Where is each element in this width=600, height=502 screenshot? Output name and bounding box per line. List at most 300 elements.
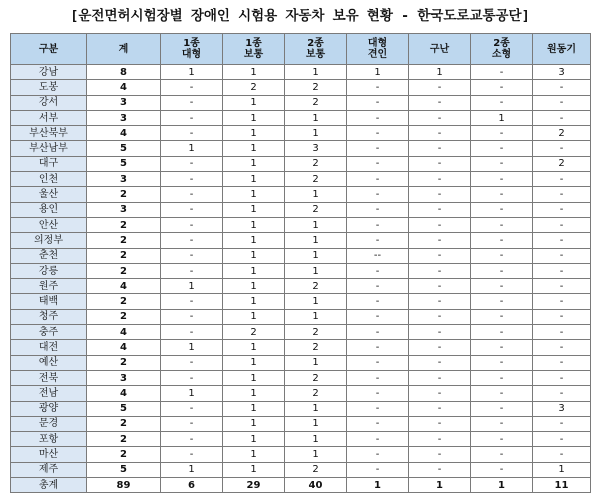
count-cell: - <box>409 279 471 294</box>
count-cell: 1 <box>285 217 347 232</box>
count-cell: - <box>161 217 223 232</box>
count-cell: - <box>161 263 223 278</box>
count-cell: 1 <box>223 187 285 202</box>
total-count-cell: 2 <box>87 432 161 447</box>
region-cell: 청주 <box>11 309 87 324</box>
count-cell: - <box>471 325 533 340</box>
count-cell: 1 <box>223 309 285 324</box>
table-row <box>11 294 591 309</box>
count-cell: 1 <box>285 309 347 324</box>
count-cell: - <box>161 156 223 171</box>
region-cell: 도봉 <box>11 80 87 95</box>
count-cell: - <box>471 263 533 278</box>
total-count-cell: 4 <box>87 279 161 294</box>
count-cell: - <box>471 187 533 202</box>
count-cell: 1 <box>223 432 285 447</box>
count-cell: 1 <box>223 416 285 431</box>
region-cell: 춘천 <box>11 248 87 263</box>
region-cell: 충주 <box>11 325 87 340</box>
count-cell: 1 <box>471 110 533 125</box>
region-cell: 전남 <box>11 386 87 401</box>
total-count-cell: 3 <box>87 370 161 385</box>
column-header-line2: 견인 <box>367 49 388 60</box>
count-cell: - <box>471 386 533 401</box>
table-row <box>11 110 591 125</box>
total-count-cell: 3 <box>87 202 161 217</box>
count-cell: 1 <box>223 233 285 248</box>
count-cell: 2 <box>285 279 347 294</box>
total-count-cell: 89 <box>87 478 161 493</box>
total-count-cell: 2 <box>87 248 161 263</box>
table-row <box>11 355 591 370</box>
count-cell: 1 <box>285 248 347 263</box>
total-count-cell: 4 <box>87 126 161 141</box>
total-count-cell: 3 <box>87 95 161 110</box>
count-cell: - <box>161 172 223 187</box>
count-cell: - <box>347 172 409 187</box>
count-cell: - <box>409 95 471 110</box>
count-cell: 1 <box>533 462 591 477</box>
count-cell: 1 <box>285 432 347 447</box>
column-header <box>533 34 591 65</box>
count-cell: - <box>471 370 533 385</box>
table-row <box>11 386 591 401</box>
count-cell: - <box>347 187 409 202</box>
count-cell: - <box>471 447 533 462</box>
count-cell: 1 <box>285 416 347 431</box>
table-row <box>11 340 591 355</box>
region-cell: 전북 <box>11 370 87 385</box>
region-cell: 강릉 <box>11 263 87 278</box>
count-cell: 3 <box>285 141 347 156</box>
column-header <box>471 34 533 65</box>
count-cell: - <box>409 294 471 309</box>
count-cell: 2 <box>285 202 347 217</box>
count-cell: 2 <box>223 325 285 340</box>
count-cell: 1 <box>223 248 285 263</box>
count-cell: - <box>471 294 533 309</box>
region-cell: 용인 <box>11 202 87 217</box>
count-cell: - <box>533 309 591 324</box>
table-row <box>11 401 591 416</box>
count-cell: 1 <box>471 478 533 493</box>
count-cell: 2 <box>285 462 347 477</box>
region-cell: 광양 <box>11 401 87 416</box>
count-cell: - <box>409 80 471 95</box>
count-cell: - <box>409 325 471 340</box>
column-header <box>161 34 223 65</box>
count-cell: - <box>409 126 471 141</box>
count-cell: - <box>533 340 591 355</box>
count-cell: - <box>161 325 223 340</box>
count-cell: 2 <box>285 80 347 95</box>
count-cell: - <box>471 80 533 95</box>
count-cell: 2 <box>533 156 591 171</box>
total-count-cell: 2 <box>87 416 161 431</box>
count-cell: - <box>409 217 471 232</box>
count-cell: 2 <box>285 172 347 187</box>
count-cell: - <box>409 370 471 385</box>
count-cell: - <box>347 279 409 294</box>
count-cell: 1 <box>285 355 347 370</box>
count-cell: - <box>347 416 409 431</box>
count-cell: - <box>471 401 533 416</box>
count-cell: 1 <box>223 279 285 294</box>
column-header-line1: 1종 <box>245 38 262 49</box>
count-cell: - <box>471 355 533 370</box>
count-cell: - <box>409 110 471 125</box>
count-cell: - <box>161 447 223 462</box>
table-row <box>11 279 591 294</box>
column-header <box>11 34 87 65</box>
count-cell: 1 <box>161 386 223 401</box>
count-cell: - <box>533 325 591 340</box>
total-count-cell: 5 <box>87 141 161 156</box>
vehicle-holdings-table <box>10 33 591 493</box>
count-cell: - <box>471 156 533 171</box>
count-cell: 2 <box>285 156 347 171</box>
count-cell: 1 <box>223 263 285 278</box>
count-cell: 1 <box>161 462 223 477</box>
total-count-cell: 4 <box>87 386 161 401</box>
count-cell: 1 <box>223 355 285 370</box>
table-row <box>11 263 591 278</box>
count-cell: - <box>471 462 533 477</box>
header-row <box>11 34 591 65</box>
column-header <box>347 34 409 65</box>
count-cell: - <box>409 386 471 401</box>
total-count-cell: 3 <box>87 172 161 187</box>
table-row <box>11 325 591 340</box>
region-cell: 서부 <box>11 110 87 125</box>
count-cell: 1 <box>161 279 223 294</box>
total-count-cell: 2 <box>87 233 161 248</box>
total-count-cell: 5 <box>87 401 161 416</box>
count-cell: - <box>409 462 471 477</box>
region-cell: 안산 <box>11 217 87 232</box>
region-cell: 제주 <box>11 462 87 477</box>
count-cell: - <box>347 233 409 248</box>
count-cell: - <box>347 309 409 324</box>
count-cell: 1 <box>409 65 471 80</box>
region-cell: 강서 <box>11 95 87 110</box>
count-cell: - <box>471 233 533 248</box>
table-row <box>11 233 591 248</box>
count-cell: - <box>161 110 223 125</box>
region-cell: 부산남부 <box>11 141 87 156</box>
count-cell: - <box>533 187 591 202</box>
total-count-cell: 4 <box>87 325 161 340</box>
count-cell: - <box>533 263 591 278</box>
count-cell: - <box>533 217 591 232</box>
count-cell: 1 <box>285 110 347 125</box>
count-cell: - <box>347 141 409 156</box>
column-header <box>87 34 161 65</box>
column-header-line1: 구분 <box>38 43 59 55</box>
total-row <box>11 478 591 493</box>
count-cell: - <box>347 447 409 462</box>
count-cell: 3 <box>533 401 591 416</box>
table-row <box>11 416 591 431</box>
count-cell: - <box>409 141 471 156</box>
column-header-line1: 1종 <box>183 38 200 49</box>
table-row <box>11 126 591 141</box>
count-cell: - <box>161 187 223 202</box>
count-cell: 2 <box>285 386 347 401</box>
region-cell: 강남 <box>11 65 87 80</box>
count-cell: 1 <box>161 141 223 156</box>
total-count-cell: 2 <box>87 217 161 232</box>
total-count-cell: 2 <box>87 447 161 462</box>
count-cell: 1 <box>223 202 285 217</box>
count-cell: 11 <box>533 478 591 493</box>
count-cell: - <box>533 370 591 385</box>
table-row <box>11 80 591 95</box>
column-header-line1: 계 <box>118 43 129 55</box>
count-cell: - <box>409 233 471 248</box>
count-cell: - <box>347 263 409 278</box>
document-title: [운전면허시험장별 장애인 시험용 자동차 보유 현황 - 한국도로교통공단] <box>70 8 530 24</box>
count-cell: - <box>347 325 409 340</box>
column-header-line1: 대형 <box>367 38 388 49</box>
count-cell: - <box>161 202 223 217</box>
count-cell: 1 <box>223 340 285 355</box>
count-cell: -- <box>347 248 409 263</box>
region-cell: 의정부 <box>11 233 87 248</box>
count-cell: - <box>533 294 591 309</box>
count-cell: - <box>471 126 533 141</box>
count-cell: 6 <box>161 478 223 493</box>
count-cell: - <box>161 248 223 263</box>
count-cell: - <box>161 126 223 141</box>
column-header-line2: 소형 <box>491 49 512 60</box>
count-cell: - <box>533 95 591 110</box>
count-cell: - <box>471 309 533 324</box>
count-cell: - <box>347 202 409 217</box>
count-cell: - <box>533 110 591 125</box>
count-cell: 1 <box>285 447 347 462</box>
count-cell: - <box>347 294 409 309</box>
count-cell: 2 <box>533 126 591 141</box>
region-cell: 원주 <box>11 279 87 294</box>
count-cell: - <box>409 401 471 416</box>
count-cell: - <box>409 248 471 263</box>
column-header-line1: 2종 <box>493 38 510 49</box>
count-cell: - <box>409 416 471 431</box>
count-cell: 1 <box>285 65 347 80</box>
total-label-cell: 총계 <box>11 478 87 493</box>
column-header-line1: 구난 <box>429 43 450 55</box>
count-cell: - <box>409 202 471 217</box>
table-row <box>11 156 591 171</box>
region-cell: 문경 <box>11 416 87 431</box>
count-cell: - <box>409 187 471 202</box>
count-cell: 1 <box>347 65 409 80</box>
table-row <box>11 202 591 217</box>
count-cell: - <box>347 386 409 401</box>
count-cell: - <box>161 233 223 248</box>
count-cell: - <box>347 126 409 141</box>
count-cell: 1 <box>409 478 471 493</box>
count-cell: - <box>161 355 223 370</box>
table-row <box>11 370 591 385</box>
count-cell: - <box>533 432 591 447</box>
table-row <box>11 217 591 232</box>
total-count-cell: 2 <box>87 187 161 202</box>
column-header-line1: 원동기 <box>547 43 576 55</box>
count-cell: 1 <box>285 233 347 248</box>
count-cell: - <box>471 65 533 80</box>
count-cell: - <box>347 156 409 171</box>
count-cell: - <box>161 309 223 324</box>
count-cell: 1 <box>223 386 285 401</box>
total-count-cell: 2 <box>87 309 161 324</box>
count-cell: - <box>347 401 409 416</box>
count-cell: 1 <box>285 294 347 309</box>
count-cell: 1 <box>285 263 347 278</box>
count-cell: 2 <box>285 340 347 355</box>
region-cell: 울산 <box>11 187 87 202</box>
count-cell: - <box>161 80 223 95</box>
region-cell: 마산 <box>11 447 87 462</box>
count-cell: 1 <box>223 110 285 125</box>
count-cell: 29 <box>223 478 285 493</box>
table-row <box>11 141 591 156</box>
count-cell: 1 <box>223 217 285 232</box>
region-cell: 예산 <box>11 355 87 370</box>
count-cell: - <box>471 416 533 431</box>
total-count-cell: 4 <box>87 340 161 355</box>
column-header-line2: 대형 <box>181 49 202 60</box>
count-cell: 1 <box>223 156 285 171</box>
total-count-cell: 8 <box>87 65 161 80</box>
count-cell: 1 <box>223 447 285 462</box>
count-cell: - <box>533 80 591 95</box>
count-cell: - <box>533 141 591 156</box>
count-cell: - <box>347 355 409 370</box>
count-cell: - <box>409 447 471 462</box>
count-cell: - <box>471 172 533 187</box>
table-row <box>11 172 591 187</box>
count-cell: - <box>161 294 223 309</box>
count-cell: 2 <box>223 80 285 95</box>
region-cell: 태백 <box>11 294 87 309</box>
count-cell: - <box>533 416 591 431</box>
count-cell: 1 <box>223 401 285 416</box>
count-cell: - <box>409 263 471 278</box>
count-cell: - <box>533 172 591 187</box>
count-cell: 2 <box>285 370 347 385</box>
count-cell: 1 <box>223 294 285 309</box>
count-cell: - <box>471 202 533 217</box>
region-cell: 포항 <box>11 432 87 447</box>
total-count-cell: 5 <box>87 462 161 477</box>
count-cell: - <box>347 432 409 447</box>
column-header <box>285 34 347 65</box>
count-cell: 1 <box>347 478 409 493</box>
count-cell: - <box>161 432 223 447</box>
count-cell: - <box>161 95 223 110</box>
count-cell: - <box>409 309 471 324</box>
count-cell: - <box>409 340 471 355</box>
column-header-line2: 보통 <box>243 49 264 60</box>
count-cell: - <box>161 370 223 385</box>
count-cell: - <box>409 172 471 187</box>
count-cell: - <box>533 386 591 401</box>
count-cell: - <box>471 95 533 110</box>
count-cell: 1 <box>223 141 285 156</box>
count-cell: 1 <box>223 65 285 80</box>
count-cell: - <box>409 432 471 447</box>
count-cell: - <box>409 156 471 171</box>
region-cell: 부산북부 <box>11 126 87 141</box>
count-cell: - <box>347 95 409 110</box>
count-cell: - <box>533 447 591 462</box>
count-cell: - <box>347 370 409 385</box>
count-cell: - <box>533 355 591 370</box>
count-cell: 1 <box>223 95 285 110</box>
count-cell: 1 <box>223 462 285 477</box>
count-cell: - <box>533 202 591 217</box>
count-cell: 1 <box>161 340 223 355</box>
table-row <box>11 462 591 477</box>
table-body <box>11 65 591 493</box>
column-header-line1: 2종 <box>307 38 324 49</box>
table-row <box>11 187 591 202</box>
table-row <box>11 309 591 324</box>
count-cell: 40 <box>285 478 347 493</box>
total-count-cell: 2 <box>87 294 161 309</box>
region-cell: 대전 <box>11 340 87 355</box>
count-cell: - <box>347 110 409 125</box>
total-count-cell: 5 <box>87 156 161 171</box>
count-cell: 1 <box>161 65 223 80</box>
table-row <box>11 447 591 462</box>
column-header-line2: 보통 <box>305 49 326 60</box>
total-count-cell: 2 <box>87 263 161 278</box>
count-cell: 3 <box>533 65 591 80</box>
count-cell: 1 <box>223 370 285 385</box>
region-cell: 대구 <box>11 156 87 171</box>
count-cell: - <box>471 217 533 232</box>
total-count-cell: 4 <box>87 80 161 95</box>
count-cell: - <box>533 233 591 248</box>
count-cell: - <box>347 80 409 95</box>
count-cell: 1 <box>223 126 285 141</box>
count-cell: 1 <box>223 172 285 187</box>
count-cell: - <box>161 401 223 416</box>
column-header <box>223 34 285 65</box>
count-cell: 2 <box>285 325 347 340</box>
count-cell: - <box>471 248 533 263</box>
count-cell: - <box>347 340 409 355</box>
table-row <box>11 65 591 80</box>
count-cell: - <box>347 462 409 477</box>
count-cell: - <box>409 355 471 370</box>
count-cell: - <box>161 416 223 431</box>
total-count-cell: 2 <box>87 355 161 370</box>
count-cell: - <box>471 432 533 447</box>
count-cell: - <box>347 217 409 232</box>
table-row <box>11 248 591 263</box>
table-row <box>11 95 591 110</box>
total-count-cell: 3 <box>87 110 161 125</box>
count-cell: 2 <box>285 95 347 110</box>
count-cell: - <box>471 279 533 294</box>
count-cell: 1 <box>285 187 347 202</box>
table-row <box>11 432 591 447</box>
region-cell: 인천 <box>11 172 87 187</box>
